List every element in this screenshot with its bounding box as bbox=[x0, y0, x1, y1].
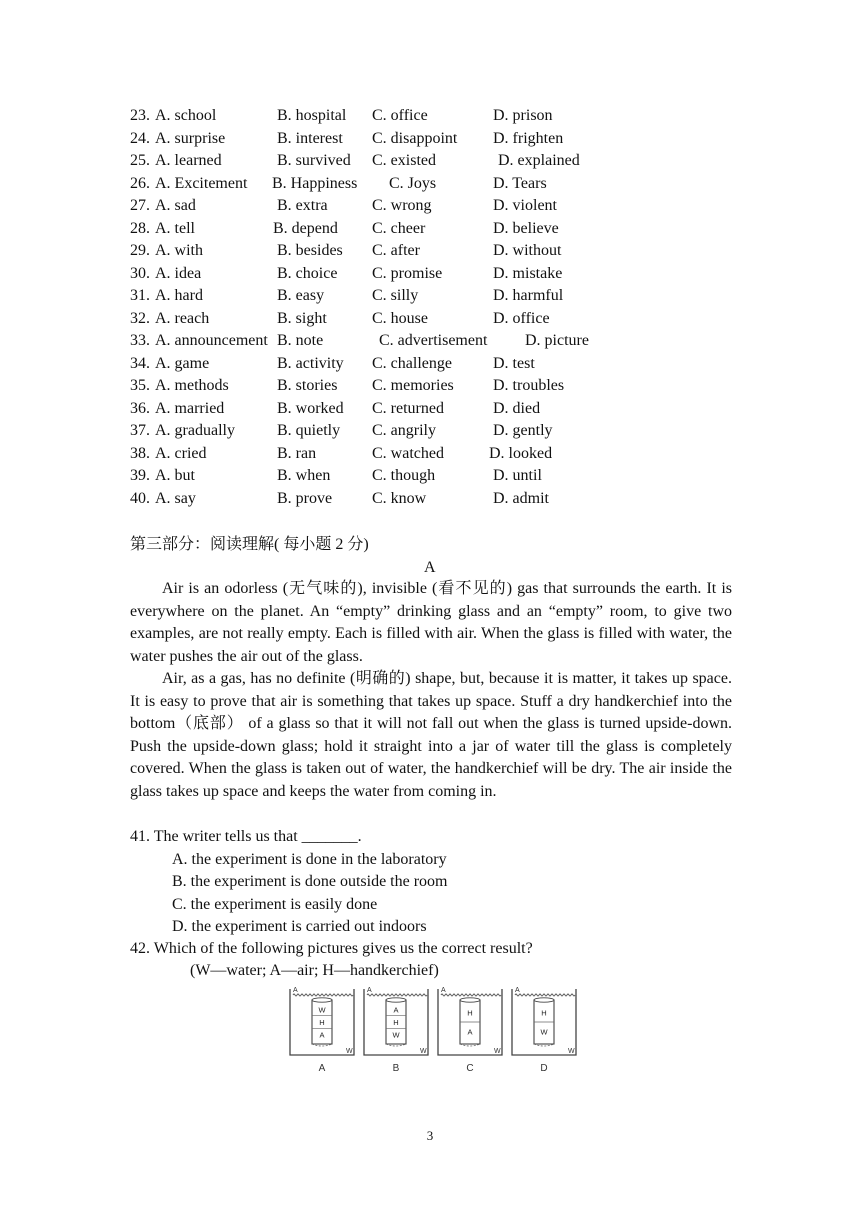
question-number: 28. bbox=[130, 219, 150, 237]
option-d: D. admit bbox=[493, 489, 549, 507]
option-c: C. returned bbox=[372, 399, 444, 417]
question-41-stem: 41. The writer tells us that _______. bbox=[130, 828, 362, 845]
glass-rim bbox=[386, 998, 406, 1002]
panel-caption: B bbox=[392, 1063, 400, 1074]
option-c: C. wrong bbox=[372, 197, 432, 214]
option-c: C. memories bbox=[372, 377, 454, 394]
jar-panel-b bbox=[364, 987, 428, 1074]
option-a: A. sad bbox=[155, 197, 196, 214]
question-number: 34. bbox=[130, 354, 150, 372]
question-number: 39. bbox=[130, 467, 150, 484]
water-surface bbox=[441, 994, 501, 996]
option-a: A. with bbox=[155, 242, 203, 259]
option-a: A. surprise bbox=[155, 129, 226, 147]
option-a: A. reach bbox=[155, 309, 210, 327]
question-41-option-d: D. the experiment is carried out indoors bbox=[172, 918, 427, 935]
passage-label: A bbox=[424, 559, 436, 576]
question-number: 24. bbox=[130, 129, 150, 147]
option-b: B. hospital bbox=[277, 107, 347, 124]
option-c: C. know bbox=[372, 489, 427, 507]
option-a: A. idea bbox=[155, 264, 202, 282]
corner-label-bottom: W bbox=[420, 1048, 427, 1055]
passage-paragraph-2: Air, as a gas, has no definite (明确的) shape, but, because it is matter, it takes up space. It is easy to prove that air is something that takes up space. Stuff a dry handkerchief into the bottom（底部） of a glass so that it will not fall out when the glass is turned upside-down. Push the upside-down glass; hold it straight into a jar of water till the glass is completely covered. When the glass is taken out of water, the handkerchief will be dry. The air inside the glass takes up space and keeps the water from coming in. bbox=[130, 670, 732, 800]
jar-panel-d bbox=[512, 987, 576, 1074]
option-c: C. office bbox=[372, 107, 428, 124]
option-c: C. cheer bbox=[372, 219, 426, 237]
question-number: 35. bbox=[130, 377, 150, 394]
panel-caption: A bbox=[318, 1063, 326, 1074]
option-b: B. easy bbox=[277, 287, 325, 304]
option-b: B. ran bbox=[277, 444, 317, 462]
option-c: C. promise bbox=[372, 264, 443, 282]
corner-label-top: A bbox=[515, 987, 520, 994]
question-number: 26. bbox=[130, 174, 150, 192]
option-a: A. learned bbox=[155, 152, 222, 169]
option-c: C. disappoint bbox=[372, 129, 458, 147]
glass-cell-label: H bbox=[541, 1008, 547, 1018]
question-number: 38. bbox=[130, 444, 150, 462]
option-c: C. advertisement bbox=[379, 332, 488, 349]
question-number: 23. bbox=[130, 107, 150, 124]
option-b: B. quietly bbox=[277, 422, 341, 439]
water-surface bbox=[367, 994, 427, 996]
question-number: 36. bbox=[130, 399, 150, 417]
option-b: B. besides bbox=[277, 242, 343, 259]
corner-label-bottom: W bbox=[568, 1048, 575, 1055]
question-42-legend: (W—water; A—air; H—handkerchief) bbox=[190, 962, 439, 979]
corner-label-bottom: W bbox=[494, 1048, 501, 1055]
option-c: C. angrily bbox=[372, 422, 436, 439]
option-d: D. harmful bbox=[493, 287, 564, 304]
option-a: A. methods bbox=[155, 377, 229, 394]
option-b: B. choice bbox=[277, 264, 338, 282]
option-c: C. Joys bbox=[389, 174, 437, 192]
corner-label-top: A bbox=[441, 987, 446, 994]
option-d: D. frighten bbox=[493, 129, 564, 147]
option-d: D. troubles bbox=[493, 377, 565, 394]
option-b: B. worked bbox=[277, 399, 344, 417]
option-b: B. interest bbox=[277, 129, 343, 147]
option-a: A. announcement bbox=[155, 332, 268, 349]
option-a: A. gradually bbox=[155, 422, 235, 439]
option-b: B. note bbox=[277, 332, 324, 349]
glass-rim bbox=[534, 998, 554, 1002]
option-c: C. existed bbox=[372, 152, 436, 169]
question-number: 33. bbox=[130, 332, 150, 349]
option-b: B. depend bbox=[273, 219, 338, 237]
corner-label-top: A bbox=[293, 987, 298, 994]
question-number: 25. bbox=[130, 152, 150, 169]
jar-panel-a bbox=[290, 987, 354, 1074]
question-41-option-c: C. the experiment is easily done bbox=[172, 896, 378, 913]
option-c: C. house bbox=[372, 309, 428, 327]
option-d: D. looked bbox=[489, 444, 553, 462]
section-title: 第三部分：阅读理解( 每小题 2 分) bbox=[130, 536, 369, 553]
option-d: D. without bbox=[493, 242, 562, 259]
question-42-stem: 42. Which of the following pictures gives us the correct result? bbox=[130, 940, 533, 957]
option-d: D. Tears bbox=[493, 174, 547, 192]
option-a: A. hard bbox=[155, 287, 203, 304]
option-d: D. gently bbox=[493, 422, 553, 439]
option-c: C. silly bbox=[372, 287, 419, 304]
option-a: A. cried bbox=[155, 444, 207, 462]
passage-paragraph-1: Air is an odorless (无气味的), invisible (看不见的) gas that surrounds the earth. It is everywhere on the planet. An “empty” drinking glass and an “empty” room, to give two examples, are not really empty. Each is filled with air. When the glass is filled with water, the water pushes the air out of the glass. bbox=[130, 580, 732, 665]
jar-experiment-figure bbox=[286, 985, 582, 1077]
option-c: C. challenge bbox=[372, 354, 452, 372]
option-b: B. stories bbox=[277, 377, 338, 394]
option-d: D. picture bbox=[525, 332, 589, 349]
option-a: A. Excitement bbox=[155, 174, 248, 192]
glass-cell-label: A bbox=[393, 1005, 399, 1015]
glass-cell-label: W bbox=[318, 1005, 326, 1015]
glass-cell-label: A bbox=[467, 1027, 473, 1037]
jar-panel-c bbox=[438, 987, 502, 1074]
question-41-option-b: B. the experiment is done outside the room bbox=[172, 873, 448, 890]
option-a: A. but bbox=[155, 467, 195, 484]
option-a: A. married bbox=[155, 399, 225, 417]
glass-cell-label: H bbox=[467, 1008, 473, 1018]
option-d: D. violent bbox=[493, 197, 557, 214]
question-number: 32. bbox=[130, 309, 150, 327]
page-number: 3 bbox=[426, 1128, 434, 1143]
glass-cell-label: H bbox=[319, 1018, 325, 1027]
question-number: 29. bbox=[130, 242, 150, 259]
question-number: 27. bbox=[130, 197, 150, 214]
water-surface bbox=[515, 994, 575, 996]
option-a: A. tell bbox=[155, 219, 195, 237]
panel-caption: C bbox=[466, 1063, 474, 1074]
option-a: A. game bbox=[155, 354, 210, 372]
corner-label-bottom: W bbox=[346, 1048, 353, 1055]
option-b: B. Happiness bbox=[272, 174, 358, 192]
option-c: C. watched bbox=[372, 444, 444, 462]
option-d: D. test bbox=[493, 354, 535, 372]
glass-cell-label: W bbox=[540, 1027, 548, 1037]
option-b: B. sight bbox=[277, 309, 327, 327]
corner-label-top: A bbox=[367, 987, 372, 994]
option-c: C. though bbox=[372, 467, 436, 484]
glass-cell-label: W bbox=[392, 1030, 400, 1040]
glass-cell-label: A bbox=[319, 1030, 325, 1040]
option-b: B. extra bbox=[277, 197, 328, 214]
option-b: B. survived bbox=[277, 152, 351, 169]
option-b: B. prove bbox=[277, 489, 333, 507]
option-b: B. when bbox=[277, 467, 331, 484]
panel-caption: D bbox=[540, 1063, 548, 1074]
option-d: D. died bbox=[493, 399, 541, 417]
option-c: C. after bbox=[372, 242, 420, 259]
option-d: D. prison bbox=[493, 107, 553, 124]
option-d: D. mistake bbox=[493, 264, 563, 282]
water-surface bbox=[293, 994, 353, 996]
question-number: 31. bbox=[130, 287, 150, 304]
glass-rim bbox=[312, 998, 332, 1002]
glass-cell-label: H bbox=[393, 1018, 399, 1027]
question-number: 30. bbox=[130, 264, 150, 282]
option-d: D. explained bbox=[498, 152, 580, 169]
option-a: A. say bbox=[155, 489, 196, 507]
question-number: 37. bbox=[130, 422, 150, 439]
option-d: D. until bbox=[493, 467, 542, 484]
option-d: D. believe bbox=[493, 219, 559, 237]
option-b: B. activity bbox=[277, 354, 344, 372]
option-a: A. school bbox=[155, 107, 217, 124]
glass-rim bbox=[460, 998, 480, 1002]
option-d: D. office bbox=[493, 309, 550, 327]
question-number: 40. bbox=[130, 489, 150, 507]
question-41-option-a: A. the experiment is done in the laboratory bbox=[172, 851, 447, 868]
